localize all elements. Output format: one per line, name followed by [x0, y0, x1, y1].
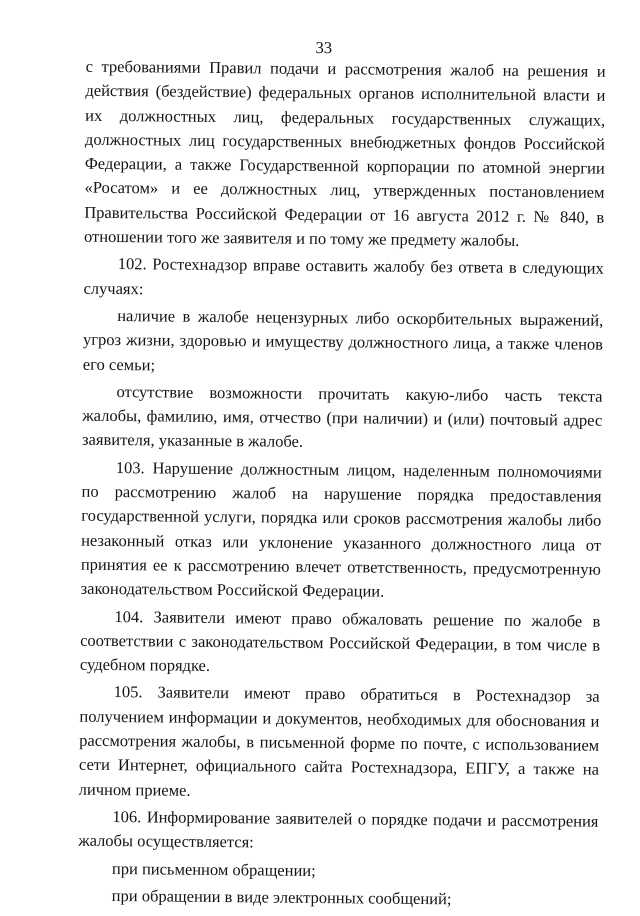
- paragraph-102-item-2: отсутствие возможности прочитать какую-либо часть текста жалобы, фамилию, имя, отчество (при наличии) и (или) почтовый адрес заявителя, указанные в жалобе.: [81, 381, 603, 452]
- paragraph-105: 105. Заявители имеют право обратиться в Ростехнадзор за получением информации и документов, необходимых для обоснования и рассмотрения жалобы, в письменной форме по почте, с использованием сети Интернет, официального сайта Ростехнадзора, ЕПГУ, а также на личном приеме.: [78, 682, 600, 800]
- paragraph-102-item-1: наличие в жалобе нецензурных либо оскорбительных выражений, угроз жизни, здоровью и имуществу должностного лица, а также членов его семьи;: [82, 306, 604, 374]
- paragraph-106: 106. Информирование заявителей о порядке подачи и рассмотрения жалобы осуществляется:: [78, 806, 599, 852]
- paragraph-102: 102. Ростехнадзор вправе оставить жалобу без ответа в следующих случаях:: [83, 254, 604, 298]
- paragraph-103: 103. Нарушение должностным лицом, наделенным полномочиями по рассмотрению жалоб на нарушение порядка предоставления государственной услуги, порядка или сроков рассмотрения жалобы либо незаконный отказ или уклонение указанного должностного лица от принятия ее к рассмотрению влечет ответственность, предусмотренную законодательством Российской Федерации.: [80, 457, 602, 601]
- page-number: 33: [315, 37, 333, 58]
- paragraph-106-item-1: при письменном обращении;: [111, 858, 316, 880]
- paragraph-106-item-2: при обращении в виде электронных сообщений;: [111, 885, 452, 909]
- document-body: [78, 55, 606, 916]
- paragraph-104: 104. Заявители имеют право обжаловать решение по жалобе в соответствии с законодательством Российской Федерации, в том числе в судебном порядке.: [79, 606, 601, 676]
- paragraph-continuation: с требованиями Правил подачи и рассмотрения жалоб на решения и действия (бездействие) федеральных органов исполнительной власти и их должностных лиц, федеральных государственных служащих, должностных лиц государственных внебюджетных фондов Российской Федерации, а также Государственной корпорации по атомной энергии «Росатом» и ее должностных лиц, утвержденных постановлением Правительства Российской Федерации от 16 августа 2012 г. № 840, в отношении того же заявителя и по тому же предмету жалобы.: [83, 56, 606, 250]
